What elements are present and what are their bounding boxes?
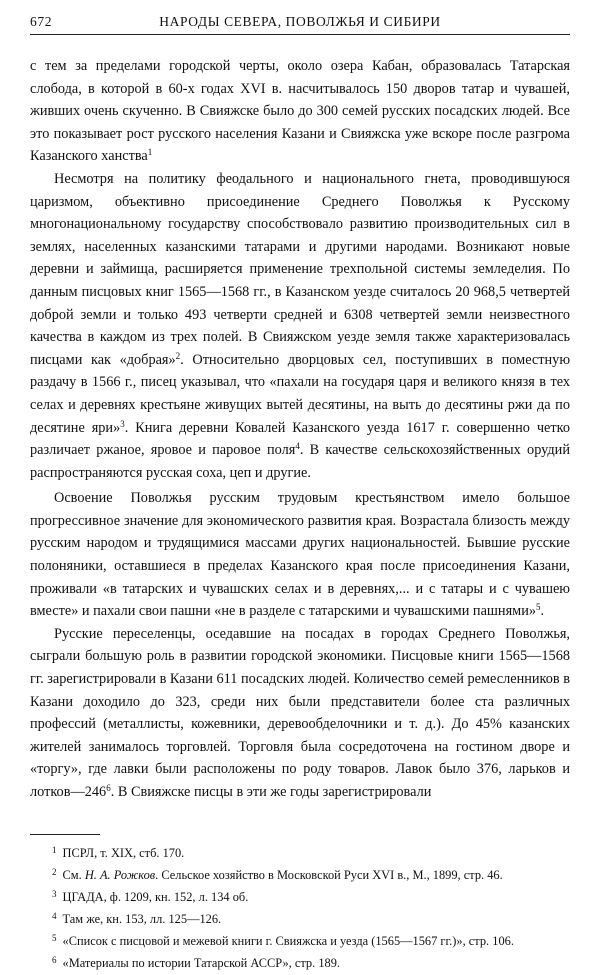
footnote-ref: 2 xyxy=(175,350,181,361)
footnote-ref: 3 xyxy=(120,418,125,429)
footnote: $^6$ «Материалы по истории Татарской АССР», стр. 189. xyxy=(52,954,341,970)
page-number: 672 xyxy=(30,14,53,29)
paragraph: Русские переселенцы, оседавшие на посадах в городах Среднего Поволжья, сыграли большую роль в развитии городской экономики. Писцовые книги 1565—1568 гг. зарегистрировали в Казани 611 посадских людей. Количество семей ремесленников в Казани доходило до 323, среди них были представители более ста различных профессий (металлисты, кожевники, деревообделочники и т. д.). До 45% казанских жителей занималось торговлей. Торговля была сосредоточена на гостином дворе и «торгу», где лавки были расположены по роду товаров. Лавок было 376, ларьков и $лотков—246^6$. В Свияжске писцы в эти же годы зарегистрировали xyxy=(30,625,570,800)
paragraph: Несмотря на политику феодального и национального гнета, проводившуюся царизмом, объективно присоединение Среднего Поволжья к Русскому многонациональному государству способствовало развитию производительных сил в землях, населенных казанскими татарами и другими народами. Возникают новые деревни и займища, расширяется применение трехпольной системы земледелия. По данным писцовых книг 1565—1568 гг., в Казанском уезде считалось 20 968,5 четвертей доброй земли и только 493 четверти средней и 6308 четвертей земли неизвестного качества в каждом из трех полей. В Свияжском уезде земля также характеризовалась писцами как «добрая»$^2$. Относительно дворцовых сел, поступивших в поместную раздачу в 1566 г., писец указывал, что «пахали на государя царя и великого князя в тех селах и деревнях крестьяне живущих вытей десятины, на выть до десятины ржи да по десятине яри»$^3$. Книга деревни Ковалей Казанского уезда 1617 г. совершенно четко различает ржаное, яровое и паровое поля$^4$. В качестве сельскохозяйственных орудий распространяются русская соха, цеп и другие. xyxy=(30,170,570,481)
footnote: $^2$ См. Н. А. Рожков. Сельское хозяйство в Московской Руси XVI в., М., 1899, стр. 46. xyxy=(52,866,503,882)
running-title: НАРОДЫ СЕВЕРА, ПОВОЛЖЬЯ И СИБИРИ xyxy=(159,14,441,29)
footnote-divider xyxy=(30,834,100,835)
footnote-ref: 5 xyxy=(536,602,541,613)
main-text xyxy=(30,55,570,804)
footnote-ref: 6 xyxy=(106,783,111,793)
footnote-ref: 4 xyxy=(295,441,300,452)
running-header xyxy=(30,14,570,35)
footnote: $^3$ ЦГАДА, ф. 1209, кн. 152, л. 134 об. xyxy=(52,888,249,904)
footnotes xyxy=(30,841,570,973)
footnote: $^5$ «Список с писцовой и межевой книги г. Свияжска и уезда (1565—1567 гг.)», стр. 106. xyxy=(52,932,514,948)
footnote: $^4$ Там же, кн. 153, лл. 125—126. xyxy=(52,910,222,926)
footnote: $^1$ ПСРЛ, т. XIX, стб. 170. xyxy=(52,844,185,860)
footnote-ref: 1 xyxy=(147,147,153,158)
footnote-author: Н. А. Рожков xyxy=(84,867,156,882)
paragraph: с тем за пределами городской черты, около озера Кабан, образовалась Татарская слобода, в которой в 60-х годах XVI в. насчитывалось 150 дворов татар и чувашей, живших очень скученно. В Свияжске было до 300 семей русских посадских людей. Все это показывает рост русского населения Казани и Свияжска уже вскоре после разгрома Казанского ханства$^1$ xyxy=(30,58,570,165)
paragraph: Освоение Поволжья русским трудовым крестьянством имело большое прогрессивное значение для экономического развития края. Возрастала близость между русским народом и трудящимися массами других национальностей. Бывшие русские полоняники, оставшиеся в пределах Казанского края после присоединения Казани, проживали «в татарских и чувашских селах и в деревнях,... и с татары и с чувашею вместе» и пахали свои пашни «не в разделе с татарскими и чувашскими пашнями»$^5$. xyxy=(30,490,570,620)
